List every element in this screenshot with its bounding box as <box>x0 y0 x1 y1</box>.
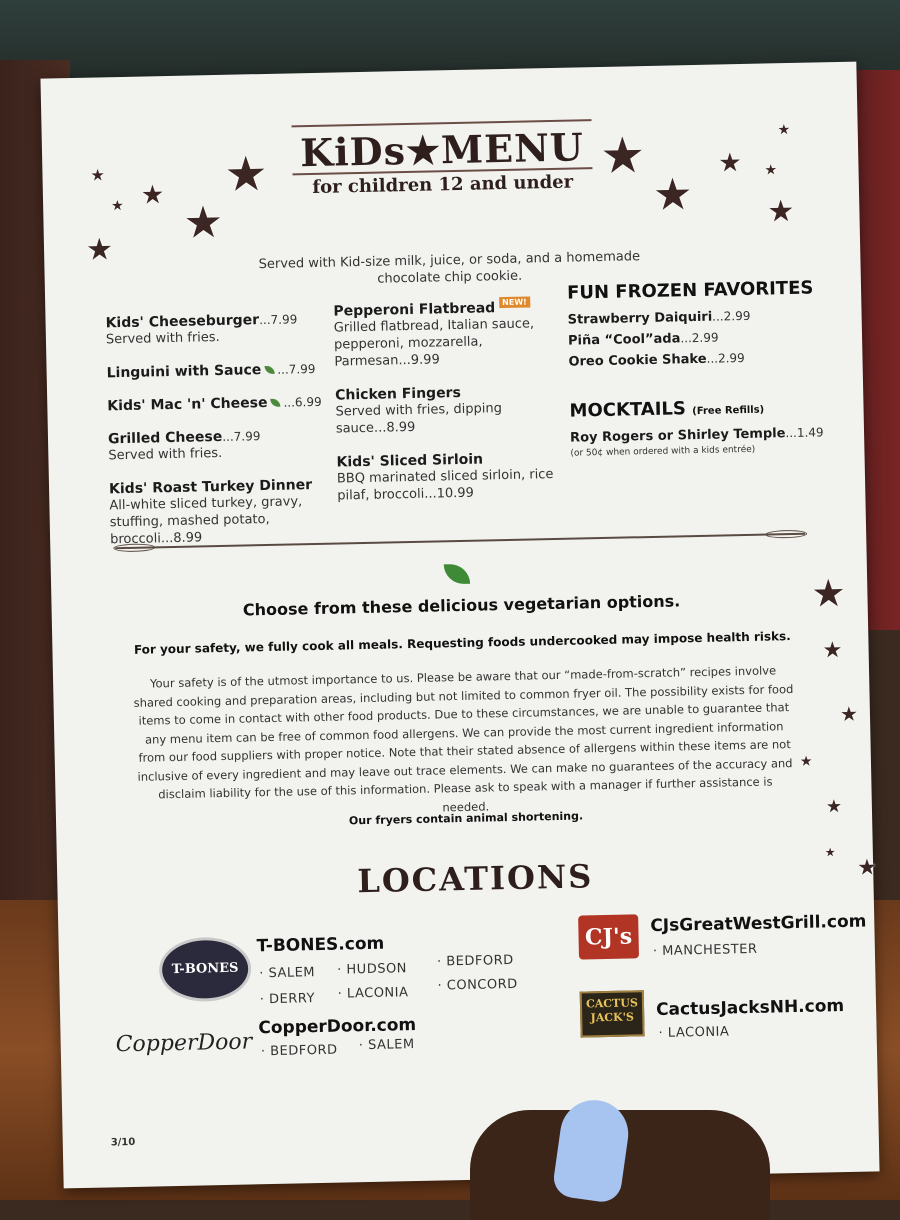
item-price: ...1.49 <box>785 425 823 440</box>
new-badge: NEW! <box>499 296 530 308</box>
location-town: · CONCORD <box>437 977 517 994</box>
menu-subtitle: for children 12 and under <box>293 171 593 198</box>
item-name: Roy Rogers or Shirley Temple <box>570 426 786 446</box>
vegetarian-note: Choose from these delicious vegetarian options. <box>171 590 751 621</box>
item-price: ...2.99 <box>680 331 718 346</box>
item-name: Grilled Cheese <box>108 429 223 447</box>
item-price: ...7.99 <box>277 362 315 377</box>
safety-heading: For your safety, we fully cook all meals. Requesting foods undercooked may impose health risks. <box>132 629 792 657</box>
menu-item <box>335 380 566 438</box>
cjs-site: CJsGreatWestGrill.com <box>650 912 866 937</box>
copperdoor-logo: CopperDoor <box>115 1029 252 1057</box>
item-name: Kids' Roast Turkey Dinner <box>109 477 312 497</box>
item-name: Strawberry Daiquiri <box>567 310 712 328</box>
menu-item <box>109 474 340 549</box>
item-name: Pepperoni Flatbread <box>333 300 495 319</box>
star-icon: ★ <box>825 846 836 858</box>
item-description: All-white sliced turkey, gravy, stuffing, mashed potato, broccoli...8.99 <box>109 493 340 549</box>
mocktails-heading <box>569 395 829 421</box>
menu-item <box>108 424 339 465</box>
item-description: Grilled flatbread, Italian sauce, pepperoni, mozzarella, Parmesan...9.99 <box>334 315 565 371</box>
menu-title-block <box>292 119 593 198</box>
mocktails-note: (Free Refills) <box>692 405 764 418</box>
item-name: Chicken Fingers <box>335 385 461 404</box>
menu-item <box>333 296 564 371</box>
star-icon: ★ <box>224 150 268 199</box>
star-icon: ★ <box>183 201 223 246</box>
star-icon: ★ <box>653 173 693 218</box>
star-icon: ★ <box>800 755 813 769</box>
item-price: ...6.99 <box>283 395 321 410</box>
star-icon: ★ <box>811 574 846 613</box>
copperdoor-site: CopperDoor.com <box>258 1015 416 1038</box>
star-icon: ★ <box>90 167 105 183</box>
star-icon: ★ <box>718 150 742 176</box>
mocktails-title: MOCKTAILS <box>569 398 686 421</box>
menu-item <box>336 447 567 505</box>
item-name: Oreo Cookie Shake <box>568 352 706 370</box>
vegetarian-leaf-icon <box>270 399 280 407</box>
kids-menu-card <box>40 62 879 1189</box>
item-price: ...2.99 <box>706 351 744 366</box>
star-icon: ★ <box>141 182 165 208</box>
menu-item <box>105 308 336 349</box>
star-icon: ★ <box>767 197 795 228</box>
item-price: ...7.99 <box>222 429 260 444</box>
cactus-jacks-logo: CACTUS JACK'S <box>580 990 645 1037</box>
menu-column-2 <box>333 296 568 519</box>
menu-column-1 <box>105 308 340 563</box>
frozen-item <box>568 346 828 372</box>
menu-title: KiDs★MENU <box>292 119 593 175</box>
location-town: · BEDFORD <box>437 953 514 970</box>
item-description: Served with fries. <box>106 327 336 349</box>
item-name: Piña “Cool”ada <box>568 331 681 348</box>
item-name: Kids' Mac 'n' Cheese <box>107 395 267 414</box>
item-description: BBQ marinated sliced sirloin, rice pilaf, broccoli...10.99 <box>337 466 568 505</box>
item-name: Kids' Cheeseburger <box>105 312 259 331</box>
menu-item <box>107 391 337 415</box>
leaf-icon <box>444 564 470 585</box>
menu-intro: Served with Kid-size milk, juice, or soda, and a homemade chocolate chip cookie. <box>254 248 645 290</box>
locations-title: LOCATIONS <box>357 857 588 900</box>
menu-column-3 <box>567 277 831 458</box>
cjs-logo: CJ's <box>578 914 639 959</box>
vegetarian-leaf-icon <box>264 366 274 374</box>
item-description: Served with fries, dipping sauce...8.99 <box>335 399 566 438</box>
location-town: · MANCHESTER <box>653 942 758 959</box>
menu-item <box>106 358 336 382</box>
frozen-favorites-heading: FUN FROZEN FAVORITES <box>567 277 827 303</box>
item-name: Kids' Sliced Sirloin <box>336 451 483 470</box>
star-icon: ★ <box>778 123 791 137</box>
mocktail-price-note: (or 50¢ when ordered with a kids entrée) <box>570 443 830 458</box>
item-description: Served with fries. <box>108 443 338 465</box>
cactus-jacks-site: CactusJacksNH.com <box>656 996 844 1020</box>
tbones-logo: T-BONES <box>158 936 251 1002</box>
tbones-site: T-BONES.com <box>256 934 384 957</box>
location-town: · SALEM <box>259 965 315 981</box>
page-number: 3/10 <box>111 1137 136 1149</box>
item-name: Linguini with Sauce <box>106 362 261 381</box>
star-icon: ★ <box>764 163 777 177</box>
star-icon: ★ <box>111 199 124 213</box>
location-town: · DERRY <box>260 991 315 1007</box>
star-icon: ★ <box>857 857 877 879</box>
star-icon: ★ <box>826 798 843 816</box>
location-town: · BEDFORD <box>261 1043 338 1060</box>
location-town: · SALEM <box>359 1037 415 1053</box>
star-icon: ★ <box>840 704 858 724</box>
location-town: · LACONIA <box>658 1024 729 1040</box>
star-icon: ★ <box>600 130 646 181</box>
item-price: ...2.99 <box>712 309 750 324</box>
item-price: ...7.99 <box>259 312 297 327</box>
fryers-note: Our fryers contain animal shortening. <box>136 805 796 832</box>
star-icon: ★ <box>822 640 842 662</box>
location-town: · LACONIA <box>338 985 409 1001</box>
star-icon: ★ <box>86 235 114 266</box>
allergen-disclaimer: Your safety is of the utmost importance to us. Please be aware that our “made-from-scratch” recipes involve shared cooking and preparation areas, including but not limited to common fryer oil. The possibility exists for food items to come in contact with other food products. Due to these circumstances, we are unable to guarantee that any menu item can be free of common food allergens. We can provide the most current ingredient information from our food suppliers with proper notice. Note that their stated absence of allergens within these items are not inclusive of every ingredient and may leave out trace elements. We can make no guarantees of the accuracy and disclaim liability for the use of this information. Please ask to speak with a manager if further assistance is needed. <box>133 661 796 823</box>
location-town: · HUDSON <box>337 961 407 977</box>
